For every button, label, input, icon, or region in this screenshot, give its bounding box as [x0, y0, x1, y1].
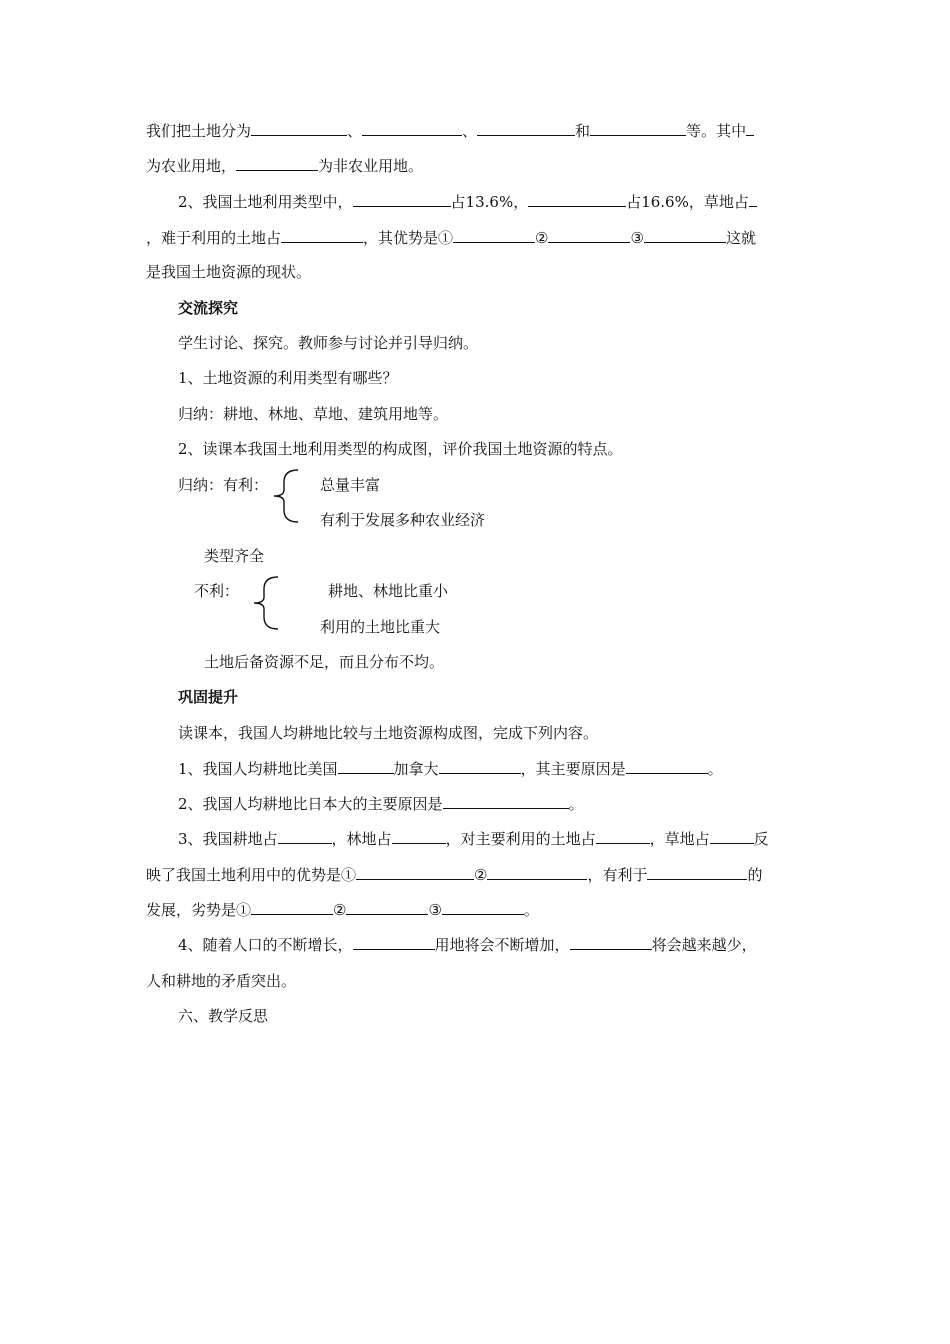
- blank[interactable]: [477, 121, 575, 136]
- advantage-item-3: 类型齐全: [204, 547, 265, 565]
- text: ，林地占: [331, 830, 392, 848]
- text: 4、随着人口的不断增长，: [178, 936, 353, 954]
- fill-line-3: [178, 192, 757, 212]
- blank[interactable]: [392, 829, 446, 844]
- text: 这就: [725, 229, 756, 247]
- exercise-2: [178, 794, 584, 814]
- blank[interactable]: [338, 759, 394, 774]
- text: 。: [523, 901, 539, 919]
- section-heading-exchange: 交流探究: [178, 299, 239, 317]
- blank[interactable]: [596, 829, 650, 844]
- fill-line-2: [146, 156, 423, 176]
- text: 加拿大: [393, 760, 439, 778]
- section-heading-consolidate: 巩固提升: [178, 688, 239, 706]
- text: 将会越来越少，: [651, 936, 757, 954]
- blank[interactable]: [749, 192, 757, 207]
- text: ③: [428, 901, 442, 919]
- blank[interactable]: [570, 935, 652, 950]
- intro-text: 读课本，我国人均耕地比较与土地资源构成图，完成下列内容。: [178, 724, 599, 742]
- advantage-label: 归纳：有利：: [178, 476, 269, 494]
- text: 占13.6%，: [450, 193, 529, 211]
- text: 2、我国土地利用类型中，: [178, 193, 353, 211]
- blank[interactable]: [236, 156, 318, 171]
- blank[interactable]: [746, 121, 754, 136]
- text: ③: [630, 229, 644, 247]
- blank[interactable]: [487, 865, 587, 880]
- text: ，其优势是①: [363, 229, 454, 247]
- text: 、: [462, 122, 478, 140]
- blank[interactable]: [590, 121, 686, 136]
- blank[interactable]: [710, 829, 754, 844]
- text: 反: [753, 830, 769, 848]
- blank[interactable]: [251, 900, 333, 915]
- blank[interactable]: [278, 829, 332, 844]
- blank[interactable]: [548, 228, 630, 243]
- fill-line-1: [146, 121, 754, 141]
- exercise-4-line-2: 人和耕地的矛盾突出。: [146, 972, 297, 990]
- blank[interactable]: [281, 228, 363, 243]
- text: ②: [535, 229, 549, 247]
- text: 等。其中: [686, 122, 747, 140]
- blank[interactable]: [647, 865, 747, 880]
- text: 。: [568, 795, 584, 813]
- disadvantage-item-2: 利用的土地比重大: [320, 618, 441, 636]
- text: 映了我国土地利用中的优势是①: [146, 866, 357, 884]
- text: 用地将会不断增加，: [434, 936, 570, 954]
- exercise-4-line-1: [178, 935, 757, 955]
- question-2: 2、读课本我国土地利用类型的构成图，评价我国土地资源的特点。: [178, 440, 623, 458]
- intro-text: 学生讨论、探究。教师参与讨论并引导归纳。: [178, 334, 479, 352]
- blank[interactable]: [453, 228, 535, 243]
- text: 占16.6%，草地占: [626, 193, 749, 211]
- text: ，其主要原因是: [520, 760, 626, 778]
- blank[interactable]: [442, 900, 524, 915]
- exercise-3-line-1: [178, 829, 769, 849]
- question-1: 1、土地资源的利用类型有哪些？: [178, 369, 398, 387]
- disadvantage-label: 不利：: [194, 582, 240, 600]
- blank[interactable]: [644, 228, 726, 243]
- blank[interactable]: [353, 935, 435, 950]
- answer-1: 归纳：耕地、林地、草地、建筑用地等。: [178, 405, 449, 423]
- text: 为非农业用地。: [318, 157, 424, 175]
- section-heading-reflection: 六、教学反思: [178, 1007, 269, 1025]
- fill-line-4: [146, 228, 756, 248]
- text-line-5: 是我国土地资源的现状。: [146, 263, 312, 281]
- text: 。: [707, 760, 723, 778]
- exercise-3-line-2: [146, 865, 763, 885]
- blank[interactable]: [626, 759, 708, 774]
- text: 、: [347, 122, 363, 140]
- disadvantage-item-1: 耕地、林地比重小: [328, 582, 449, 600]
- text: ，对主要利用的土地占: [445, 830, 596, 848]
- left-brace-icon: [268, 468, 302, 524]
- text: ，难于利用的土地占: [146, 229, 282, 247]
- text: 为农业用地，: [146, 157, 237, 175]
- blank[interactable]: [353, 192, 451, 207]
- blank[interactable]: [443, 794, 569, 809]
- advantage-item-2: 有利于发展多种农业经济: [320, 511, 486, 529]
- text: ，草地占: [649, 830, 710, 848]
- blank[interactable]: [346, 900, 428, 915]
- blank[interactable]: [362, 121, 462, 136]
- text: ，有利于: [587, 866, 648, 884]
- text: ②: [333, 901, 347, 919]
- exercise-1: [178, 759, 723, 779]
- disadvantage-item-3: 土地后备资源不足，而且分布不均。: [204, 653, 445, 671]
- advantage-item-1: 总量丰富: [320, 476, 381, 494]
- text: 2、我国人均耕地比日本大的主要原因是: [178, 795, 443, 813]
- blank[interactable]: [356, 865, 474, 880]
- blank[interactable]: [439, 759, 521, 774]
- text: 的: [747, 866, 763, 884]
- text: 我们把土地分为: [146, 122, 252, 140]
- text: 发展，劣势是①: [146, 901, 252, 919]
- blank[interactable]: [251, 121, 347, 136]
- exercise-3-line-3: [146, 900, 539, 920]
- blank[interactable]: [528, 192, 626, 207]
- left-brace-icon: [248, 575, 282, 631]
- text: 和: [575, 122, 591, 140]
- text: 3、我国耕地占: [178, 830, 278, 848]
- text: ②: [474, 866, 488, 884]
- text: 1、我国人均耕地比美国: [178, 760, 338, 778]
